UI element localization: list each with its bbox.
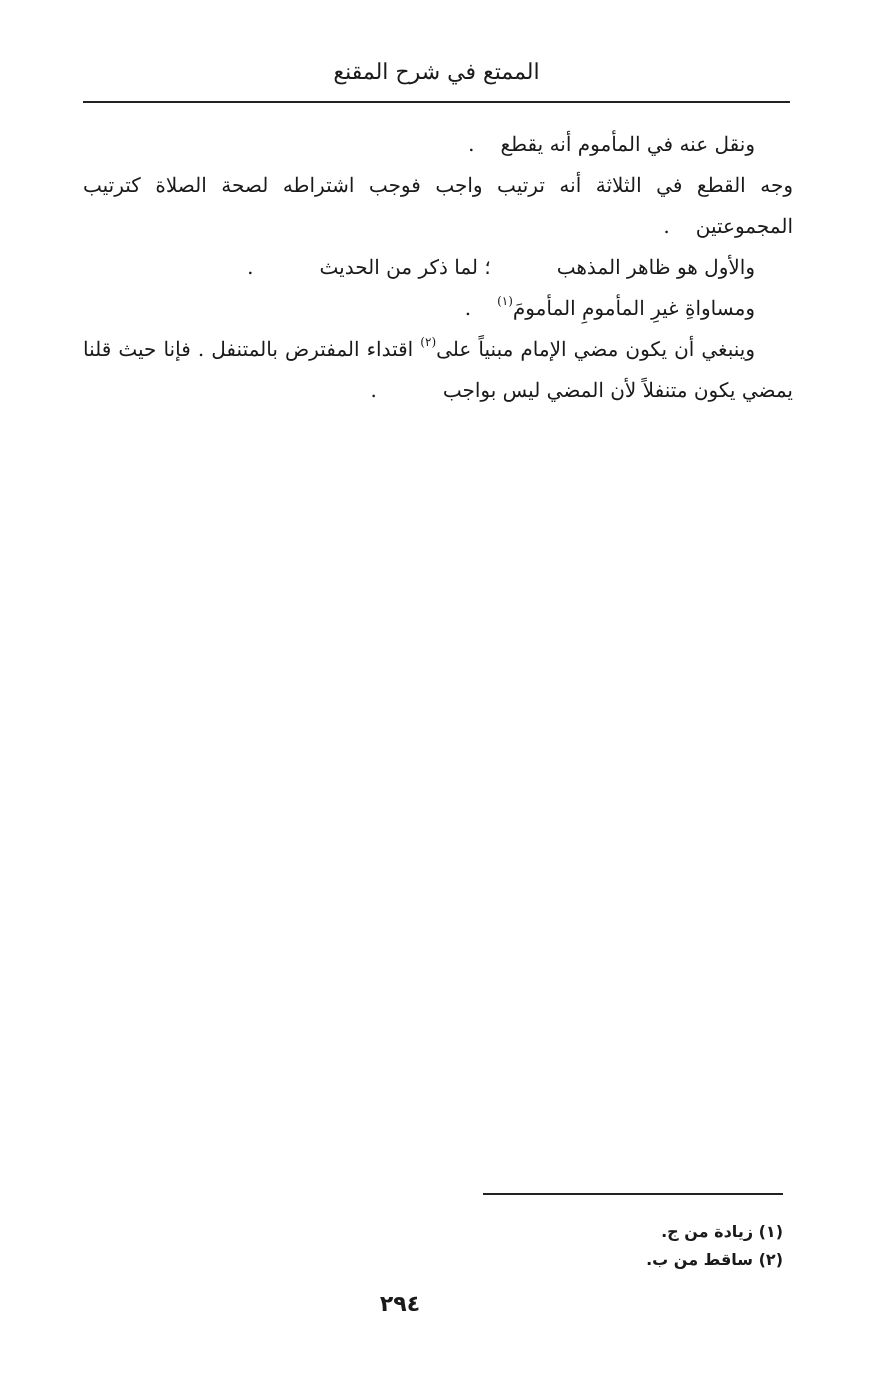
header-rule [83, 101, 790, 103]
footnote: (١) زيادة من ج. [661, 1222, 783, 1241]
footnote-rule [483, 1193, 783, 1195]
footnote: (٢) ساقط من ب. [646, 1250, 783, 1269]
period: . [468, 132, 475, 156]
page-number: ٢٩٤ [379, 1292, 421, 1317]
text-segment: ومساواةِ غيرِ المأمومِ المأمومَ [512, 296, 755, 320]
footnote-marker: (١) [497, 294, 513, 309]
period: . [247, 255, 254, 279]
period: . [663, 214, 670, 238]
text-segment: وينبغي أن يكون مضي الإمام مبنياً على [436, 337, 755, 361]
text-line [83, 247, 793, 288]
text-line [83, 329, 793, 370]
body-text [83, 124, 793, 411]
text-segment: المجموعتين [695, 214, 793, 238]
text-line [83, 288, 793, 329]
period: . [197, 337, 205, 361]
text-line [83, 124, 793, 165]
period: . [464, 296, 472, 320]
text-line [83, 165, 793, 206]
text-line [83, 370, 793, 411]
footnote-marker: (٢) [420, 335, 437, 350]
text-line [83, 206, 793, 247]
text-segment: فإنا حيث قلنا [83, 337, 191, 361]
text-segment: ونقل عنه في المأموم أنه يقطع [500, 132, 755, 156]
period: . [370, 378, 377, 402]
text-segment: والأول هو ظاهر المذهب [556, 255, 755, 279]
text-segment: وجه القطع في الثلاثة أنه ترتيب واجب فوجب اشتراطه لصحة الصلاة كترتيب [83, 173, 793, 197]
running-header: الممتع في شرح المقنع [333, 60, 540, 85]
footnotes [483, 1218, 783, 1274]
text-segment: يمضي يكون متنفلاً لأن المضي ليس بواجب [442, 378, 793, 402]
text-segment: اقتداء المفترض بالمتنفل [211, 337, 414, 361]
text-segment: ؛ لما ذكر من الحديث [319, 255, 491, 279]
